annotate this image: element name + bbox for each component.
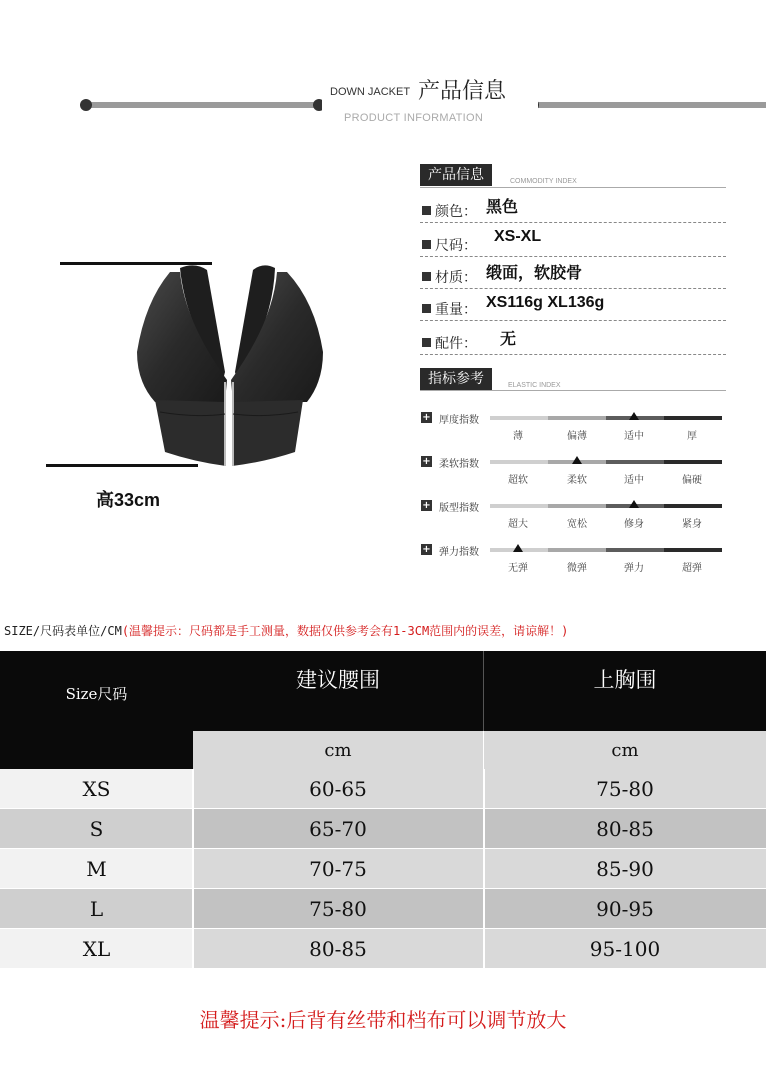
table-cell-waist: 65-70	[309, 817, 367, 841]
index-scale-segment	[664, 548, 722, 552]
index-option-label: 修身	[624, 519, 644, 530]
table-cell-size: S	[89, 817, 104, 841]
table-cell-size: XS	[82, 777, 111, 801]
index-option-label: 超弹	[682, 563, 702, 574]
plus-icon: +	[422, 456, 431, 467]
size-note	[4, 622, 568, 639]
table-cell-bust: 90-95	[596, 897, 654, 921]
info-row-value: 缎面，软胶骨	[486, 265, 583, 282]
info-row-value: XS116g XL136g	[486, 294, 605, 311]
table-cell-bust: 95-100	[589, 937, 661, 961]
info-row-label: 材质：	[435, 270, 477, 286]
product-image	[125, 262, 335, 472]
index-scale-segment	[664, 416, 722, 420]
row-bullet-icon	[422, 240, 431, 249]
product-height-label: 高33cm	[96, 490, 161, 510]
index-option-label: 微弹	[567, 563, 587, 574]
index-section-tag: 指标参考	[420, 368, 492, 390]
table-cell-bust: 80-85	[596, 817, 654, 841]
table-cell-waist: 60-65	[309, 777, 367, 801]
index-scale-segment	[548, 504, 606, 508]
index-option-label: 柔软	[567, 475, 587, 486]
info-row-value: 无	[500, 331, 517, 348]
plus-icon: +	[422, 544, 431, 555]
index-scale-segment	[664, 504, 722, 508]
table-cell-bust: 85-90	[596, 857, 654, 881]
header-subtitle: PRODUCT INFORMATION	[344, 112, 484, 124]
index-scale-segment	[490, 416, 548, 420]
footer-note: 温馨提示:后背有丝带和档布可以调节放大	[199, 1008, 567, 1032]
index-option-label: 无弹	[508, 563, 528, 574]
index-selected-marker-icon	[513, 544, 523, 552]
table-cell-waist: 80-85	[309, 937, 367, 961]
index-scale-segment	[606, 548, 664, 552]
index-scale-segment	[490, 504, 548, 508]
table-cell-size: XL	[82, 937, 111, 961]
info-row-divider	[420, 288, 726, 289]
row-bullet-icon	[422, 304, 431, 313]
table-cell-size: M	[86, 857, 107, 881]
table-cell-size: L	[89, 897, 104, 921]
index-option-label: 适中	[624, 475, 644, 486]
index-scale-segment	[548, 548, 606, 552]
index-option-label: 薄	[513, 431, 523, 442]
index-item-label: 柔软指数	[439, 459, 479, 470]
index-option-label: 适中	[624, 431, 644, 442]
info-row-divider	[420, 256, 726, 257]
info-row-label: 重量：	[435, 302, 477, 318]
index-option-label: 超软	[508, 475, 528, 486]
info-row-divider	[420, 222, 726, 223]
info-section-tag: 产品信息	[420, 164, 492, 186]
index-item-label: 厚度指数	[439, 415, 479, 426]
index-section-rule	[420, 390, 726, 391]
table-cell-waist: 75-80	[309, 897, 367, 921]
header-title-cn: 产品信息	[418, 79, 507, 104]
index-scale-segment	[606, 460, 664, 464]
index-selected-marker-icon	[572, 456, 582, 464]
index-section-tag-en: ELASTIC INDEX	[508, 382, 561, 389]
index-option-label: 厚	[687, 431, 697, 442]
header-title-en: DOWN JACKET	[330, 86, 411, 98]
info-row-divider	[420, 320, 726, 321]
index-option-label: 偏薄	[567, 431, 587, 442]
info-row-value: 黑色	[486, 199, 519, 216]
info-section-tag-en: COMMODITY INDEX	[510, 178, 577, 185]
info-row-label: 颜色：	[435, 204, 477, 220]
info-row-value: XS-XL	[494, 228, 542, 245]
table-cell-bust: 75-80	[596, 777, 654, 801]
plus-icon: +	[422, 412, 431, 423]
size-note-warning: (温馨提示：尺码都是手工测量，数据仅供参考会有1-3CM范围内的误差，请谅解！)	[121, 624, 569, 638]
index-selected-marker-icon	[629, 500, 639, 508]
header-rule-dot-left	[80, 99, 92, 111]
info-row-divider	[420, 354, 726, 355]
index-item-label: 弹力指数	[439, 547, 479, 558]
index-scale-segment	[548, 416, 606, 420]
index-option-label: 超大	[508, 519, 528, 530]
index-selected-marker-icon	[629, 412, 639, 420]
row-bullet-icon	[422, 272, 431, 281]
index-option-label: 弹力	[624, 563, 644, 574]
size-table-unit-waist: cm	[324, 740, 352, 761]
size-table-unit-row-left	[0, 731, 193, 769]
size-note-prefix: SIZE/尺码表单位/CM	[4, 624, 122, 638]
index-scale-segment	[664, 460, 722, 464]
row-bullet-icon	[422, 338, 431, 347]
size-table-col0-header: Size尺码	[65, 685, 128, 703]
index-option-label: 紧身	[682, 519, 702, 530]
size-table-unit-bust: cm	[611, 740, 639, 761]
size-table-col2-header: 上胸围	[593, 668, 657, 692]
index-item-label: 版型指数	[439, 503, 479, 514]
plus-icon: +	[422, 500, 431, 511]
index-scale-segment	[490, 460, 548, 464]
index-option-label: 宽松	[567, 519, 587, 530]
size-table-col1-header: 建议腰围	[296, 668, 380, 692]
table-cell-waist: 70-75	[309, 857, 367, 881]
info-section-rule	[420, 187, 726, 188]
row-bullet-icon	[422, 206, 431, 215]
info-row-label: 配件：	[435, 336, 477, 352]
index-option-label: 偏硬	[682, 475, 702, 486]
info-row-label: 尺码：	[435, 238, 477, 254]
